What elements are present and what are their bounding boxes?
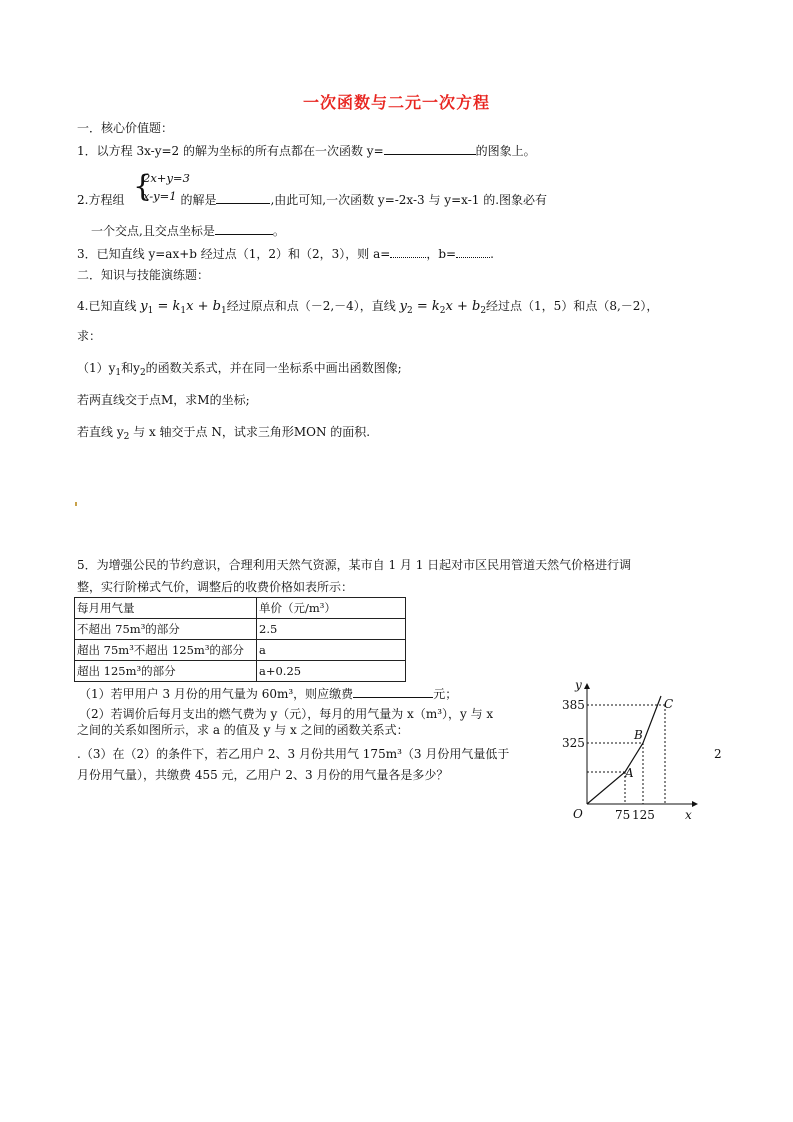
q5-part-3-line2: 月份用气量），共缴费 455 元，乙用户 2、3 月份的用气量各是多少？ — [77, 768, 449, 782]
point-b-label: B — [634, 728, 643, 742]
point-c-label: C — [664, 697, 674, 711]
q2-blank-point[interactable] — [215, 222, 273, 235]
table-row — [75, 661, 406, 682]
line-y1-formula: $y_1 = k_1x + b_1$ — [140, 299, 227, 316]
q5-side-number: 2 — [714, 747, 722, 761]
question-2 — [77, 191, 547, 208]
section1-heading: 一．核心价值题： — [77, 121, 174, 135]
question-3 — [77, 245, 494, 262]
page-title: 一次函数与二元一次方程 — [302, 93, 490, 112]
question-4 — [77, 298, 658, 319]
q5-part-1: （1）若甲用户 3 月份的用气量为 60m³，则应缴费 元； — [79, 687, 458, 701]
table-cell: 超出 75m³不超出 125m³的部分 — [75, 640, 257, 661]
fee-line — [587, 696, 661, 804]
table-cell: 超出 125m³的部分 — [75, 661, 257, 682]
q1-text: 1．以方程 3x-y=2 的解为坐标的所有点都在一次函数 y= — [77, 144, 384, 158]
q2-num: 2.方程组 — [77, 193, 125, 207]
brace-symbol: { — [133, 169, 153, 204]
table-cell: a — [257, 640, 406, 661]
table-row — [75, 598, 406, 619]
q2-mid: 的解是 — [180, 193, 217, 207]
q3-blank-b[interactable] — [456, 245, 490, 258]
table-row — [75, 640, 406, 661]
q5-part-2-line1: （2）若调价后每月支出的燃气费为 y（元），每月的用气量为 x（m³），y 与 x — [79, 707, 494, 721]
q4-num: 4.已知直线 — [77, 299, 137, 313]
origin-label: O — [573, 807, 583, 821]
equation-2: x-y=1 — [143, 189, 177, 203]
q1-post: 的图象上。 — [475, 144, 536, 158]
x-axis-label: x — [685, 808, 692, 822]
question-2-continued — [91, 222, 285, 239]
table-cell: 2.5 — [257, 619, 406, 640]
q3-post: . — [490, 247, 494, 261]
q4-part-1: $(1)y_1$和$y_2$的函数关系式，并在同一坐标系中画出函数图像; — [77, 361, 402, 378]
point-a-label: A — [625, 766, 634, 780]
q5-intro-line2: 整，实行阶梯式气价，调整后的收费价格如表所示： — [77, 580, 354, 594]
q5-part-2-line2: 之间的关系如图所示，求 a 的值及 y 与 x 之间的函数关系式： — [77, 723, 409, 737]
equation-1: 2x+y=3 — [143, 171, 190, 185]
q5-part-3-line1: .（3）在（2）的条件下，若乙用户 2、3 月份共用气 175m³（3 月份用气量低于 — [77, 747, 510, 761]
q3-mid: ，b= — [426, 247, 457, 261]
price-table — [74, 597, 406, 682]
q4-text1: 经过原点和点（－2,－4），直线 — [226, 299, 396, 313]
q5-p1-blank[interactable] — [353, 685, 433, 698]
q2-blank-solution[interactable] — [216, 191, 270, 204]
q1-blank[interactable] — [384, 142, 476, 155]
q5-intro-line1: 5．为增强公民的节约意识，合理利用天然气资源，某市自 1 月 1 日起对市区民用管道天然气价格进行调 — [77, 558, 632, 572]
stray-mark — [75, 502, 77, 506]
x-tick-125: 125 — [632, 808, 655, 822]
q4-ask: 求： — [77, 329, 102, 343]
table-row — [75, 619, 406, 640]
table-cell: a+0.25 — [257, 661, 406, 682]
table-cell: 不超出 75m³的部分 — [75, 619, 257, 640]
q4-part-3: 若直线 $y_2$ 与 x 轴交于点 N，试求三角形MON 的面积. — [77, 425, 371, 442]
q2-cont-post: 。 — [272, 224, 285, 238]
q4-part-2: 若两直线交于点M，求M的坐标; — [77, 393, 250, 407]
x-tick-75: 75 — [615, 808, 631, 822]
y-axis-label: y — [575, 678, 582, 692]
q3-blank-a[interactable] — [390, 245, 426, 258]
q2-cont-text: 一个交点,且交点坐标是 — [91, 224, 215, 238]
question-1 — [77, 142, 536, 159]
table-cell: 单价（元/m³） — [257, 598, 406, 619]
table-cell: 每月用气量 — [75, 598, 257, 619]
q3-text: 3．已知直线 y=ax+b 经过点（1，2）和（2，3），则 a= — [77, 247, 391, 261]
y-tick-325: 325 — [562, 736, 585, 750]
section2-heading: 二．知识与技能演练题： — [77, 268, 210, 282]
q2-post: ,由此可知,一次函数 y=-2x-3 与 y=x-1 的.图象必有 — [270, 193, 548, 207]
y-tick-385: 385 — [562, 698, 585, 712]
line-y2-formula: $y_2 = k_2x + b_2$ — [399, 299, 487, 316]
gas-fee-graph — [562, 676, 705, 826]
q4-text2: 经过点（1，5）和点（8,－2）， — [486, 299, 659, 313]
